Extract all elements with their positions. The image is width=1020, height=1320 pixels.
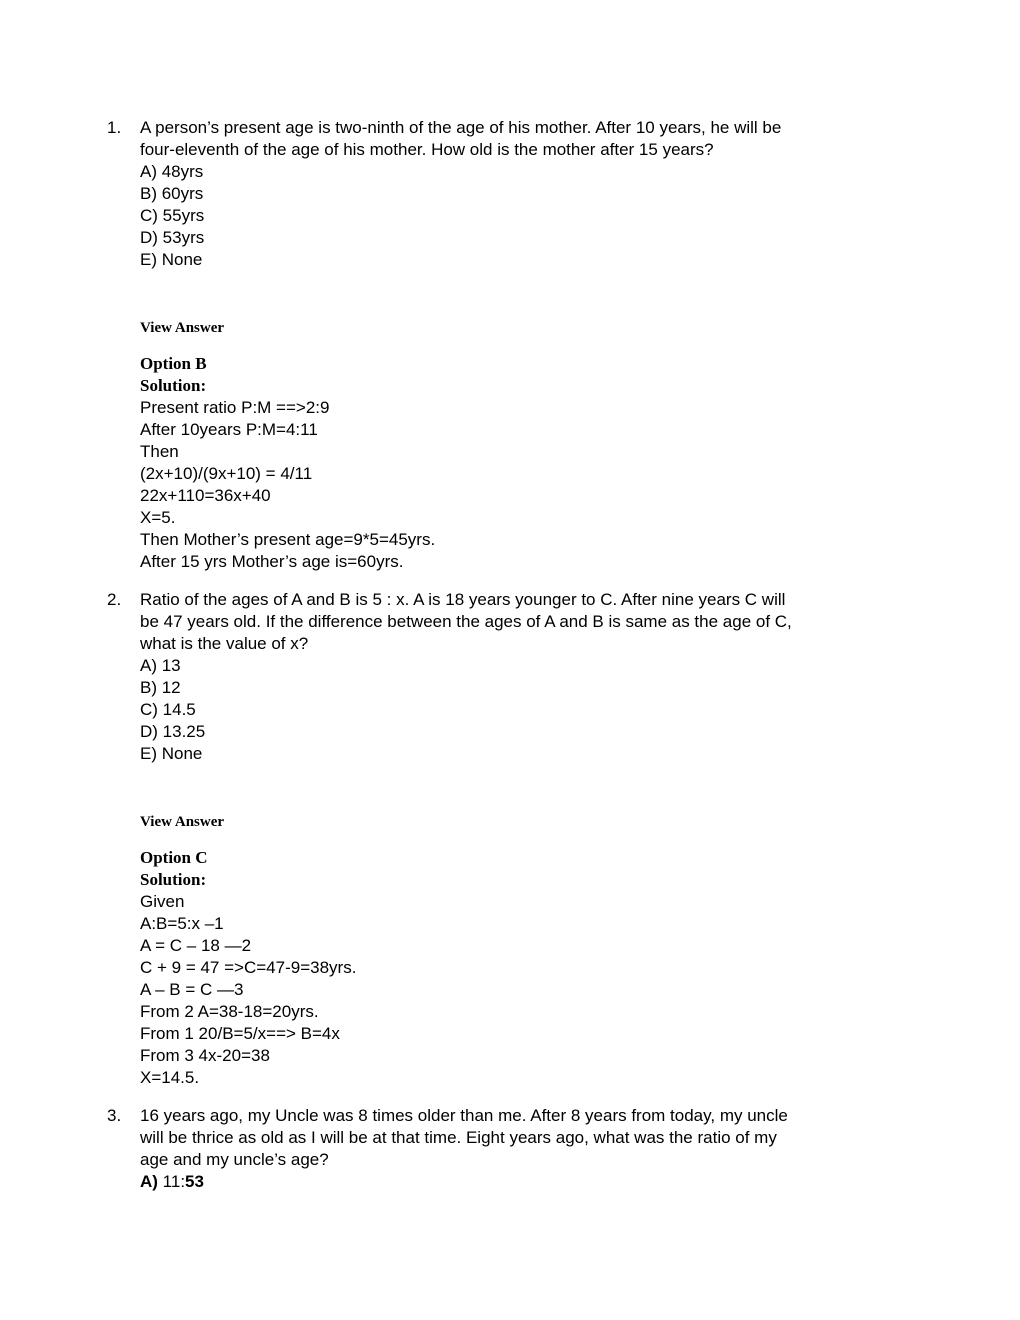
question-2-text-line: what is the value of x? bbox=[140, 634, 309, 653]
question-2-answer-option-label: Option C bbox=[140, 848, 208, 867]
question-2-solution-line: A – B = C —3 bbox=[140, 980, 244, 999]
question-2-view-answer-link[interactable]: View Answer bbox=[140, 814, 225, 830]
question-2-solution-line: C + 9 = 47 =>C=47-9=38yrs. bbox=[140, 958, 357, 977]
question-1-solution-line: Then bbox=[140, 442, 179, 461]
question-3 bbox=[107, 1105, 960, 1193]
question-1-answer-option-label: Option B bbox=[140, 354, 207, 373]
question-2 bbox=[107, 589, 960, 1105]
question-1-solution-line: After 10years P:M=4:11 bbox=[140, 420, 318, 439]
question-3-option-a bbox=[140, 1171, 960, 1193]
question-1-view-answer-link[interactable]: View Answer bbox=[140, 320, 225, 336]
question-1-solution-line: X=5. bbox=[140, 508, 176, 527]
question-3-option-a-part: 53 bbox=[185, 1172, 204, 1191]
question-3-body bbox=[140, 1105, 960, 1193]
question-1-body bbox=[140, 117, 960, 589]
question-2-solution-line: A = C – 18 —2 bbox=[140, 936, 252, 955]
question-1-option-b: B) 60yrs bbox=[140, 184, 204, 203]
question-3-option-a-part: 11: bbox=[162, 1172, 186, 1191]
question-2-answer-block bbox=[140, 847, 960, 1089]
question-1-option-c: C) 55yrs bbox=[140, 206, 205, 225]
question-2-number: 2. bbox=[107, 590, 122, 609]
question-1-option-a: A) 48yrs bbox=[140, 162, 204, 181]
question-1-solution-line: After 15 yrs Mother’s age is=60yrs. bbox=[140, 552, 404, 571]
question-2-option-a: A) 13 bbox=[140, 656, 181, 675]
question-1-option-d: D) 53yrs bbox=[140, 228, 205, 247]
question-1-solution-line: Present ratio P:M ==>2:9 bbox=[140, 398, 330, 417]
question-3-text-line: age and my uncle’s age? bbox=[140, 1150, 329, 1169]
question-3-number: 3. bbox=[107, 1106, 122, 1125]
question-2-solution-line: X=14.5. bbox=[140, 1068, 200, 1087]
question-1-option-e: E) None bbox=[140, 250, 203, 269]
question-2-option-e: E) None bbox=[140, 744, 203, 763]
question-2-body bbox=[140, 589, 960, 1105]
question-3-option-a-part: A) bbox=[140, 1172, 163, 1191]
question-2-text-line: be 47 years old. If the difference between the ages of A and B is same as the age of C, bbox=[140, 612, 792, 631]
question-2-solution-line: A:B=5:x –1 bbox=[140, 914, 224, 933]
question-2-solution-label: Solution: bbox=[140, 870, 207, 889]
question-2-solution-line: From 1 20/B=5/x==> B=4x bbox=[140, 1024, 340, 1043]
question-1-solution-line: (2x+10)/(9x+10) = 4/11 bbox=[140, 464, 313, 483]
question-2-option-d: D) 13.25 bbox=[140, 722, 206, 741]
question-3-text-line: will be thrice as old as I will be at that time. Eight years ago, what was the ratio of my bbox=[140, 1128, 777, 1147]
question-3-text-line: 16 years ago, my Uncle was 8 times older than me. After 8 years from today, my uncle bbox=[140, 1106, 788, 1125]
question-1-solution-label: Solution: bbox=[140, 376, 207, 395]
question-1-number: 1. bbox=[107, 118, 122, 137]
question-2-text-line: Ratio of the ages of A and B is 5 : x. A is 18 years younger to C. After nine years C will bbox=[140, 590, 786, 609]
question-2-solution-line: From 2 A=38-18=20yrs. bbox=[140, 1002, 319, 1021]
question-1 bbox=[107, 117, 960, 589]
question-1-text-line: A person’s present age is two-ninth of the age of his mother. After 10 years, he will be bbox=[140, 118, 782, 137]
question-1-solution-line: 22x+110=36x+40 bbox=[140, 486, 271, 505]
question-1-text-line: four-eleventh of the age of his mother. How old is the mother after 15 years? bbox=[140, 140, 714, 159]
question-2-solution-line: From 3 4x-20=38 bbox=[140, 1046, 270, 1065]
question-2-option-c: C) 14.5 bbox=[140, 700, 196, 719]
question-2-option-b: B) 12 bbox=[140, 678, 181, 697]
question-1-answer-block bbox=[140, 353, 960, 573]
question-2-solution-line: Given bbox=[140, 892, 185, 911]
question-1-solution-line: Then Mother’s present age=9*5=45yrs. bbox=[140, 530, 436, 549]
